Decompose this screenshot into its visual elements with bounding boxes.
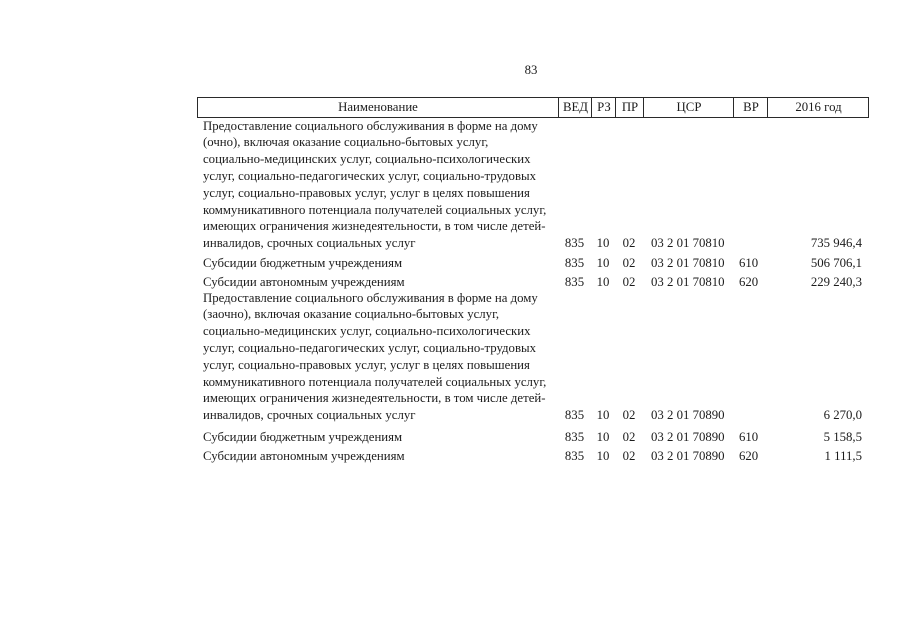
- cell-amount: 1 111,5: [824, 448, 862, 463]
- cell-pr: 02: [622, 255, 636, 270]
- row-values: [0, 274, 905, 291]
- cell-csr: 03 2 01 70890: [651, 448, 725, 463]
- row-values: [0, 407, 905, 424]
- cell-pr: 02: [622, 448, 636, 463]
- cell-rz: 10: [596, 408, 610, 423]
- cell-vr: 610: [739, 429, 759, 444]
- cell-rz: 10: [596, 429, 610, 444]
- row-values: [0, 255, 905, 272]
- cell-ved: 835: [564, 274, 585, 289]
- header-year: 2016 год: [767, 98, 869, 117]
- cell-vr: 620: [739, 274, 759, 289]
- cell-pr: 02: [622, 274, 636, 289]
- cell-ved: 835: [564, 255, 585, 270]
- row-name-line: Субсидии бюджетным учреждениям: [203, 429, 403, 444]
- cell-amount: 735 946,4: [810, 236, 862, 251]
- cell-pr: 02: [622, 236, 636, 251]
- cell-rz: 10: [596, 274, 610, 289]
- cell-amount: 229 240,3: [810, 274, 862, 289]
- cell-rz: 10: [596, 448, 610, 463]
- cell-csr: 03 2 01 70890: [651, 429, 725, 444]
- cell-csr: 03 2 01 70810: [651, 236, 725, 251]
- row-name-line: Предоставление социального обслуживания в форме на дому: [203, 118, 538, 133]
- header-pr: ПР: [615, 98, 644, 117]
- row-name-line: услуг, социально-педагогических услуг, социально-трудовых: [203, 168, 536, 183]
- cell-csr: 03 2 01 70810: [651, 274, 725, 289]
- cell-csr: 03 2 01 70890: [651, 408, 725, 423]
- cell-amount: 6 270,0: [823, 408, 862, 423]
- header-name: Наименование: [338, 100, 418, 114]
- header-ved: ВЕД: [558, 98, 592, 117]
- row-name-line: социально-медицинских услуг, социально-психологических: [203, 152, 531, 167]
- row-name-line: социально-медицинских услуг, социально-психологических: [203, 324, 531, 339]
- row-name-line: Субсидии автономным учреждениям: [203, 274, 405, 289]
- row-name-line: коммуникативного потенциала получателей социальных услуг,: [203, 202, 547, 217]
- cell-amount: 506 706,1: [810, 255, 862, 270]
- row-name-line: коммуникативного потенциала получателей социальных услуг,: [203, 374, 547, 389]
- row-name-line: инвалидов, срочных социальных услуг: [203, 236, 416, 251]
- cell-rz: 10: [596, 255, 610, 270]
- row-name-line: Субсидии бюджетным учреждениям: [203, 255, 403, 270]
- cell-ved: 835: [564, 448, 585, 463]
- cell-ved: 835: [564, 408, 585, 423]
- cell-csr: 03 2 01 70810: [651, 255, 725, 270]
- row-values: [0, 448, 905, 465]
- row-name-line: Предоставление социального обслуживания в форме на дому: [203, 290, 538, 305]
- row-name-line: Субсидии автономным учреждениям: [203, 448, 405, 463]
- table-header: [197, 97, 869, 118]
- row-name-line: (заочно), включая оказание социально-бытовых услуг,: [203, 307, 500, 322]
- header-rz: РЗ: [591, 98, 616, 117]
- cell-rz: 10: [596, 236, 610, 251]
- cell-ved: 835: [564, 429, 585, 444]
- cell-vr: [739, 235, 765, 252]
- row-name-line: (очно), включая оказание социально-бытовых услуг,: [203, 135, 489, 150]
- row-name-line: имеющих ограничения жизнедеятельности, в том числе детей-: [203, 391, 546, 406]
- row-name-line: услуг, социально-правовых услуг, услуг в целях повышения: [203, 357, 530, 372]
- cell-pr: 02: [622, 408, 636, 423]
- cell-ved: 835: [564, 236, 585, 251]
- cell-pr: 02: [622, 429, 636, 444]
- header-csr: ЦСР: [643, 98, 734, 117]
- header-vr: ВР: [733, 98, 768, 117]
- row-name-line: имеющих ограничения жизнедеятельности, в том числе детей-: [203, 219, 546, 234]
- cell-vr: 610: [739, 255, 759, 270]
- row-values: [0, 429, 905, 446]
- cell-vr: 620: [739, 448, 759, 463]
- page-number: 83: [524, 63, 538, 77]
- row-name-line: услуг, социально-правовых услуг, услуг в целях повышения: [203, 185, 530, 200]
- row-name-line: услуг, социально-педагогических услуг, социально-трудовых: [203, 340, 536, 355]
- cell-vr: [739, 407, 765, 424]
- cell-amount: 5 158,5: [823, 429, 862, 444]
- row-name-line: инвалидов, срочных социальных услуг: [203, 408, 416, 423]
- row-values: [0, 235, 905, 252]
